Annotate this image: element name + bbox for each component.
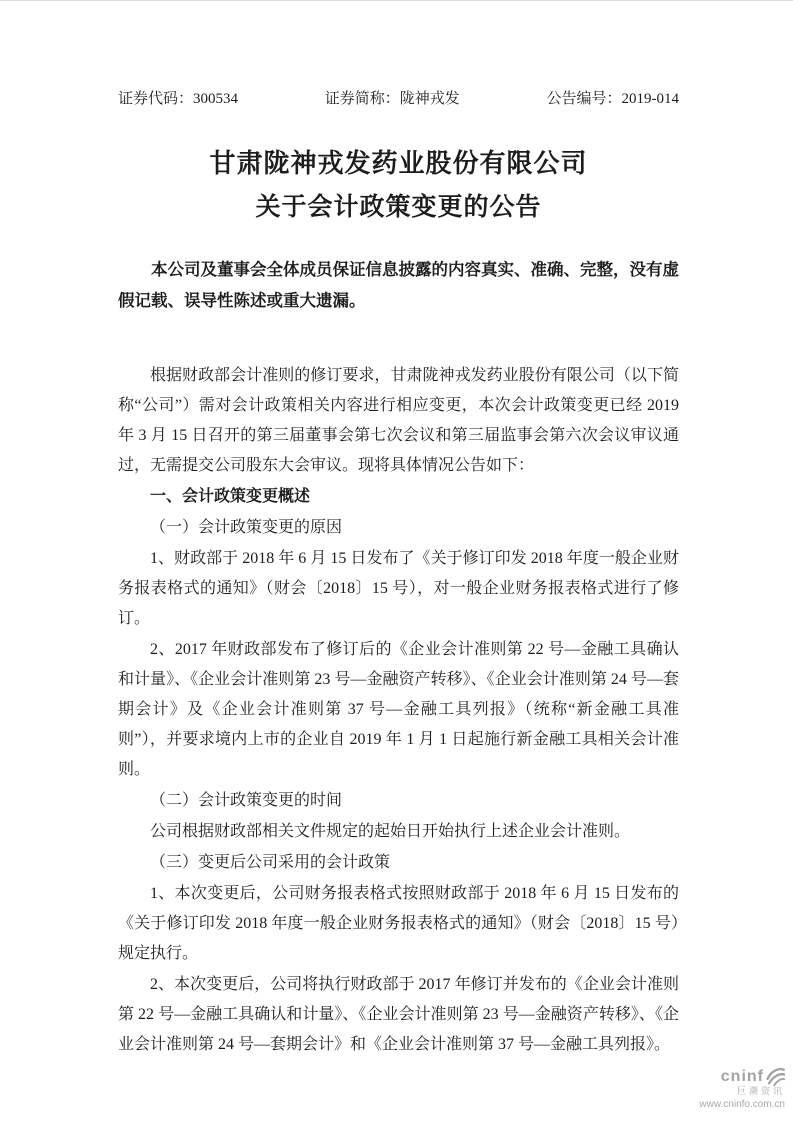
announcement-number-label: 公告编号：2019-014	[546, 91, 679, 107]
disclaimer-text: 本公司及董事会全体成员保证信息披露的内容真实、准确、完整，没有虚假记载、误导性陈述或重大遗漏。	[118, 261, 679, 310]
document-body	[118, 361, 679, 1060]
announcement-page	[0, 1, 793, 1060]
paragraph-reason-2: 2、2017 年财政部发布了修订后的《企业会计准则第 22 号—金融工具确认和计量》、《企业会计准则第 23 号—金融资产转移》、《企业会计准则第 24 号—套期会计》及《企业会计准则第 37 号—金融工具列报》（统称“新金融工具准则”），并要求境内上市的企业自 2019 年 1 月 1 日起施行新金融工具相关会计准则。	[118, 641, 679, 778]
cninfo-swirl-icon	[766, 1067, 785, 1086]
section-heading-overview: 一、会计政策变更概述	[150, 488, 311, 505]
cninfo-brand-text: cninf	[720, 1067, 764, 1085]
subsection-heading-time: （二）会计政策变更的时间	[150, 792, 343, 809]
stock-code-label: 证券代码：300534	[118, 91, 239, 107]
cninfo-logo-row	[699, 1067, 785, 1086]
subsection-heading-reason: （一）会计政策变更的原因	[150, 519, 343, 536]
company-name-title: 甘肃陇神戎发药业股份有限公司	[209, 148, 588, 178]
document-header	[118, 89, 679, 109]
paragraph-intro: 根据财政部会计准则的修订要求，甘肃陇神戎发药业股份有限公司（以下简称“公司”）需对会计政策相关内容进行相应变更，本次会计政策变更已经 2019 年 3 月 15 日召开的第三届董事会第七次会议和第三届监事会第六次会议审议通过，无需提交公司股东大会审议。现将具体情况公告如下：	[118, 367, 679, 474]
paragraph-new-policy-2: 2、本次变更后，公司将执行财政部于 2017 年修订并发布的《企业会计准则第 22 号—金融工具确认和计量》、《企业会计准则第 23 号—金融资产转移》、《企业会计准则第 24 号—套期会计》和《企业会计准则第 37 号—金融工具列报》。	[118, 976, 679, 1053]
stock-name-label: 证券简称：陇神戎发	[324, 91, 460, 107]
cninfo-brand-chinese: 巨潮资讯	[736, 1086, 785, 1097]
paragraph-new-policy-1: 1、本次变更后，公司财务报表格式按照财政部于 2018 年 6 月 15 日发布的《关于修订印发 2018 年度一般企业财务报表格式的通知》（财会〔2018〕15 号）规定执行。	[118, 885, 679, 962]
paragraph-reason-1: 1、财政部于 2018 年 6 月 15 日发布了《关于修订印发 2018 年度一般企业财务报表格式的通知》（财会〔2018〕15 号），对一般企业财务报表格式进行了修订。	[118, 550, 679, 627]
announcement-title: 关于会计政策变更的公告	[255, 193, 542, 221]
cninfo-url: www.cninfo.com.cn	[699, 1099, 785, 1110]
subsection-heading-new-policy: （三）变更后公司采用的会计政策	[150, 854, 391, 871]
paragraph-time: 公司根据财政部相关文件规定的起始日开始执行上述企业会计准则。	[150, 823, 631, 840]
cninfo-logo	[699, 1067, 785, 1110]
